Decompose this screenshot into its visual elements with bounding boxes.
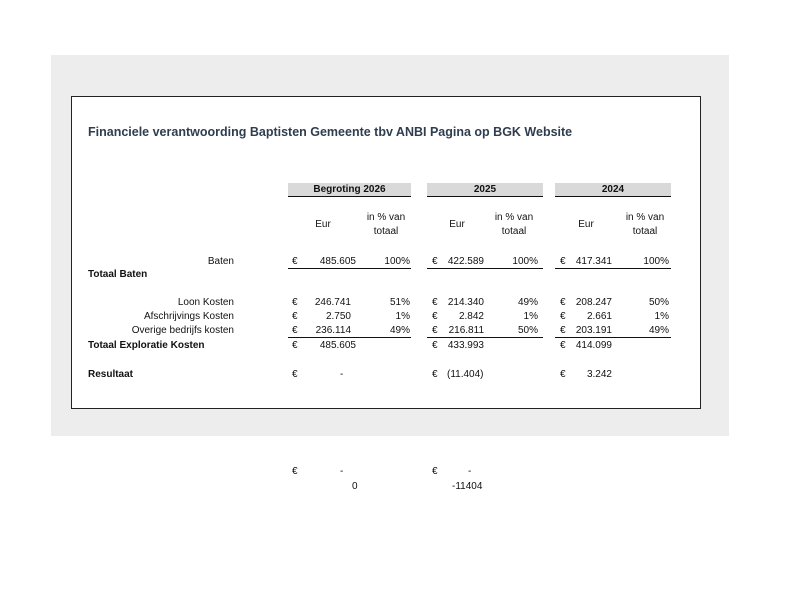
column-header-2024: 2024 — [555, 183, 671, 197]
underline — [427, 337, 543, 338]
below-value: -11404 — [452, 481, 483, 492]
value-cell: - — [340, 369, 344, 380]
value-cell: 417.341 — [575, 256, 612, 267]
value-cell: 216.811 — [448, 325, 484, 336]
pct-cell: 1% — [395, 311, 410, 322]
pct-label: totaal — [373, 226, 399, 237]
value-cell: 2.661 — [586, 311, 612, 322]
row-label-totaal-exploratie-kosten: Totaal Exploratie Kosten — [88, 340, 205, 351]
eur-label: Eur — [315, 219, 331, 230]
column-header-begroting-2026: Begroting 2026 — [288, 183, 411, 197]
currency-symbol: € — [292, 256, 298, 267]
underline — [288, 268, 411, 269]
currency-symbol: € — [292, 325, 298, 336]
underline — [555, 337, 671, 338]
pct-cell: 50% — [517, 325, 538, 336]
underline — [288, 337, 411, 338]
value-cell: 3.242 — [586, 369, 612, 380]
currency-symbol: € — [560, 369, 566, 380]
currency-symbol: € — [432, 311, 438, 322]
value-cell: (11.404) — [447, 369, 484, 380]
pct-cell: 50% — [648, 297, 669, 308]
currency-symbol: € — [560, 325, 566, 336]
pct-label: totaal — [632, 226, 658, 237]
row-label-loon-kosten: Loon Kosten — [177, 297, 234, 308]
value-cell: 485.605 — [319, 340, 356, 351]
pct-label: totaal — [501, 226, 527, 237]
currency-symbol: € — [560, 340, 566, 351]
value-cell: 485.605 — [319, 256, 356, 267]
pct-label: in % van — [494, 212, 534, 223]
value-cell: 414.099 — [575, 340, 612, 351]
eur-label: Eur — [578, 219, 594, 230]
value-cell: 214.340 — [447, 297, 484, 308]
pct-cell: 49% — [389, 325, 410, 336]
currency-symbol: € — [292, 297, 298, 308]
currency-symbol: € — [432, 256, 438, 267]
pct-cell: 100% — [643, 256, 669, 267]
pct-cell: 49% — [648, 325, 669, 336]
pct-cell: 100% — [384, 256, 410, 267]
row-label-totaal-baten: Totaal Baten — [88, 269, 148, 280]
below-value: 0 — [352, 481, 358, 492]
column-header-2025: 2025 — [427, 183, 543, 197]
row-label-resultaat: Resultaat — [88, 369, 134, 380]
currency-symbol: € — [292, 340, 298, 351]
value-cell: 2.842 — [458, 311, 484, 322]
report-title: Financiele verantwoording Baptisten Gemeente tbv ANBI Pagina op BGK Website — [88, 125, 573, 139]
value-cell: 208.247 — [575, 297, 612, 308]
value-cell: 236.114 — [315, 325, 351, 336]
currency-symbol: € — [432, 369, 438, 380]
currency-symbol: € — [560, 311, 566, 322]
row-label-baten: Baten — [207, 256, 234, 267]
report-frame — [71, 96, 701, 409]
pct-label: in % van — [366, 212, 406, 223]
eur-label: Eur — [449, 219, 465, 230]
below-currency-symbol: € — [432, 466, 438, 477]
below-dash: - — [340, 466, 344, 477]
value-cell: 422.589 — [447, 256, 484, 267]
currency-symbol: € — [292, 311, 298, 322]
below-currency-symbol: € — [292, 466, 298, 477]
currency-symbol: € — [432, 325, 438, 336]
currency-symbol: € — [560, 297, 566, 308]
underline — [555, 268, 671, 269]
currency-symbol: € — [292, 369, 298, 380]
currency-symbol: € — [432, 297, 438, 308]
value-cell: 2.750 — [325, 311, 351, 322]
currency-symbol: € — [432, 340, 438, 351]
below-dash: - — [468, 466, 472, 477]
row-label-overige-kosten: Overige bedrijfs kosten — [131, 325, 234, 336]
pct-cell: 100% — [512, 256, 538, 267]
pct-cell: 49% — [517, 297, 538, 308]
value-cell: 203.191 — [575, 325, 612, 336]
pct-cell: 51% — [389, 297, 410, 308]
value-cell: 246.741 — [314, 297, 351, 308]
pct-cell: 1% — [654, 311, 669, 322]
value-cell: 433.993 — [447, 340, 484, 351]
underline — [427, 268, 543, 269]
row-label-afschrijvings-kosten: Afschrijvings Kosten — [143, 311, 234, 322]
currency-symbol: € — [560, 256, 566, 267]
pct-label: in % van — [625, 212, 665, 223]
pct-cell: 1% — [523, 311, 538, 322]
